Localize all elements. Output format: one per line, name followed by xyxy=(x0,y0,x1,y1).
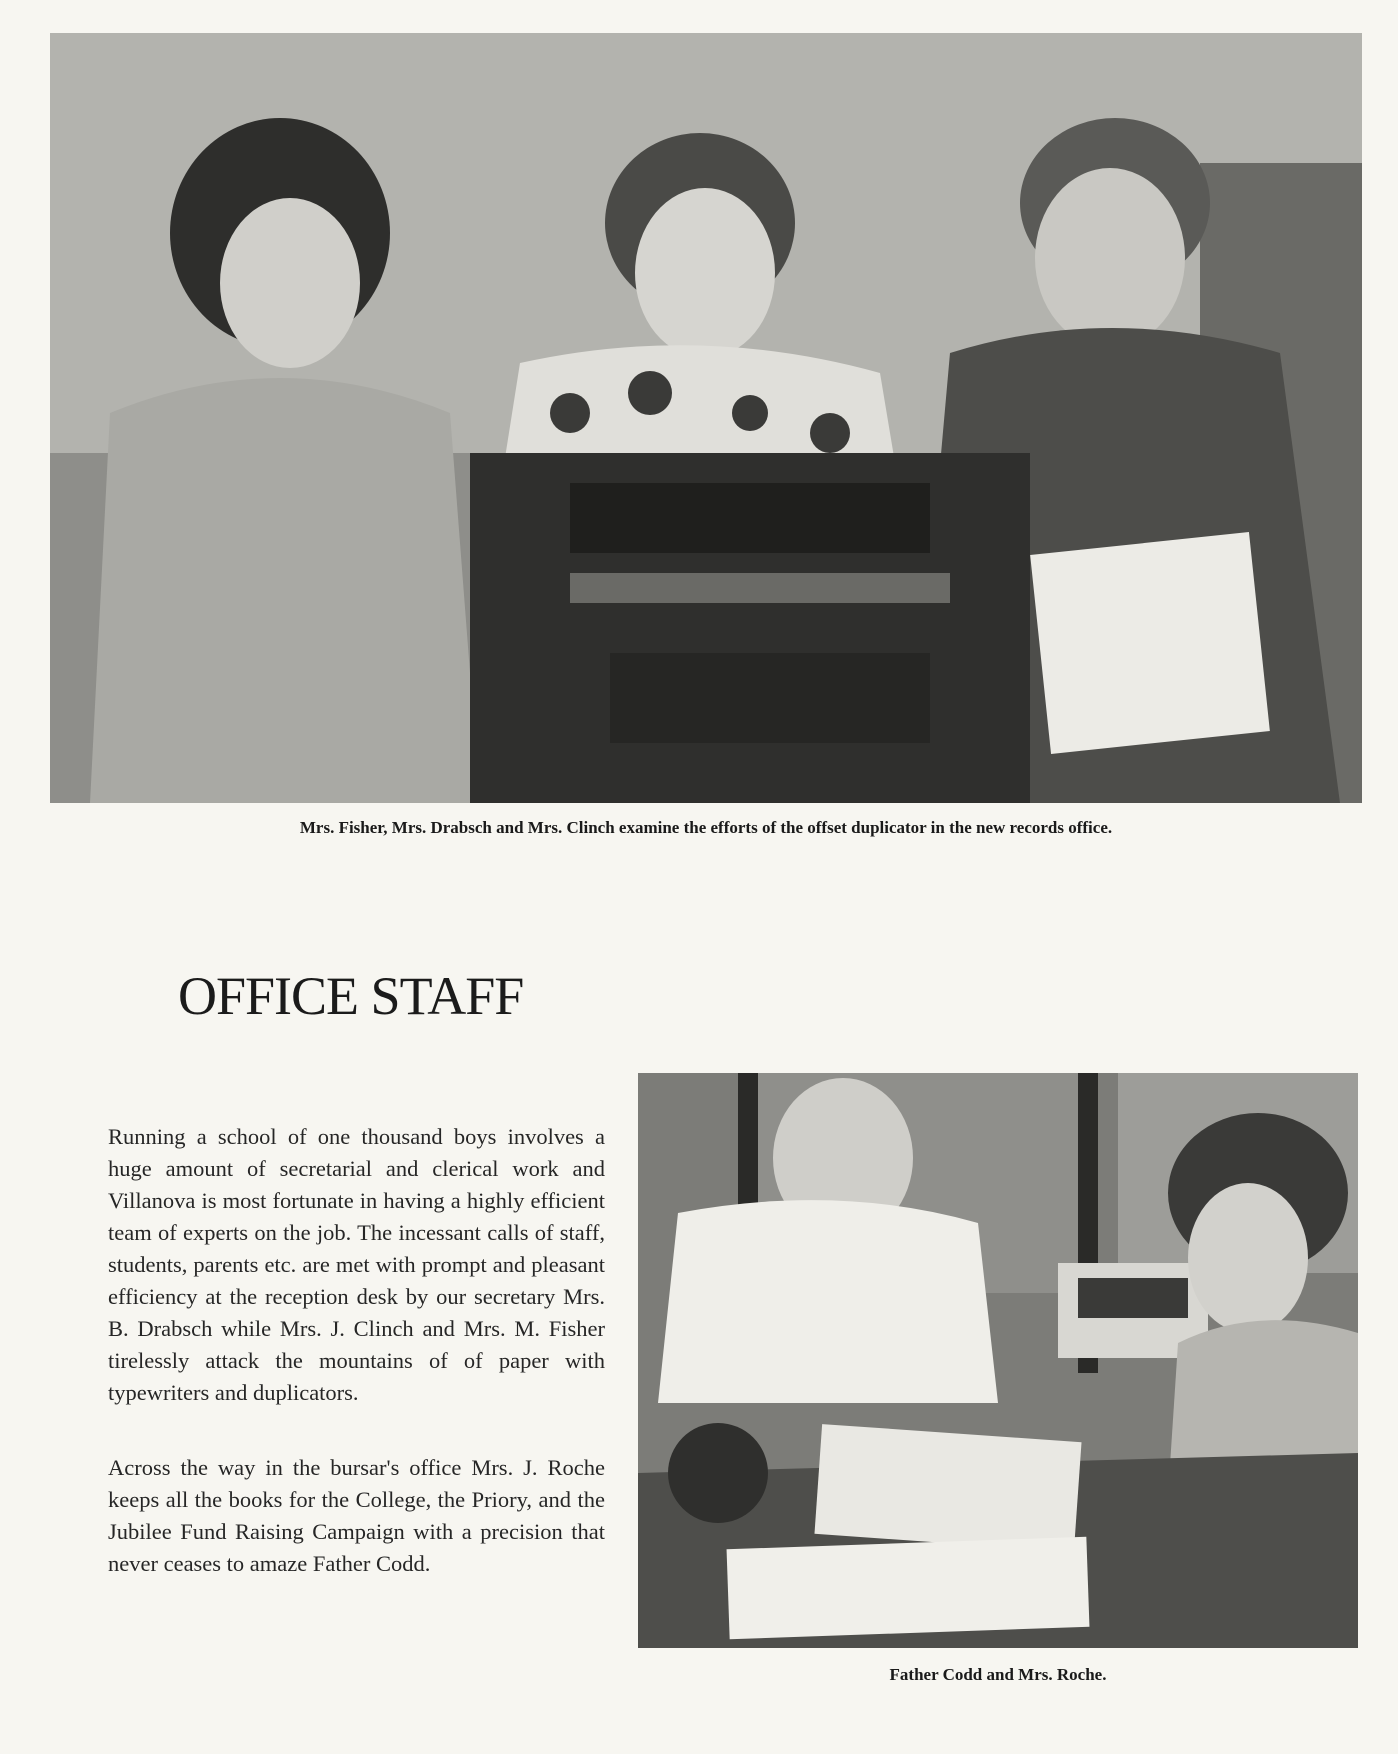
photo-bursar-office xyxy=(638,1073,1358,1648)
article-paragraph-1: Running a school of one thousand boys involves a huge amount of secretarial and clerical work and Villanova is most fortunate in having a highly efficient team of experts on the job. The incessant calls of staff, students, parents etc. are met with prompt and pleasant efficiency at the reception desk by our secretary Mrs. B. Drabsch while Mrs. J. Clinch and Mrs. M. Fisher tirelessly attack the mountains of of paper with typewriters and duplicators. xyxy=(108,1124,605,1405)
article-paragraph-2: Across the way in the bursar's office Mrs. J. Roche keeps all the books for the College, the Priory, and the Jubilee Fund Raising Campaign with a precision that never ceases to amaze Father Codd. xyxy=(108,1455,605,1576)
photo-caption-bottom: Father Codd and Mrs. Roche. xyxy=(889,1665,1107,1684)
photo-caption-top: Mrs. Fisher, Mrs. Drabsch and Mrs. Clinch examine the efforts of the offset duplicator in the new records office. xyxy=(299,818,1113,837)
photo-bursar-office-image xyxy=(638,1073,1358,1648)
photo-office-duplicator-image xyxy=(50,33,1362,803)
photo-office-duplicator xyxy=(50,33,1362,803)
page-title: OFFICE STAFF xyxy=(178,966,524,1026)
